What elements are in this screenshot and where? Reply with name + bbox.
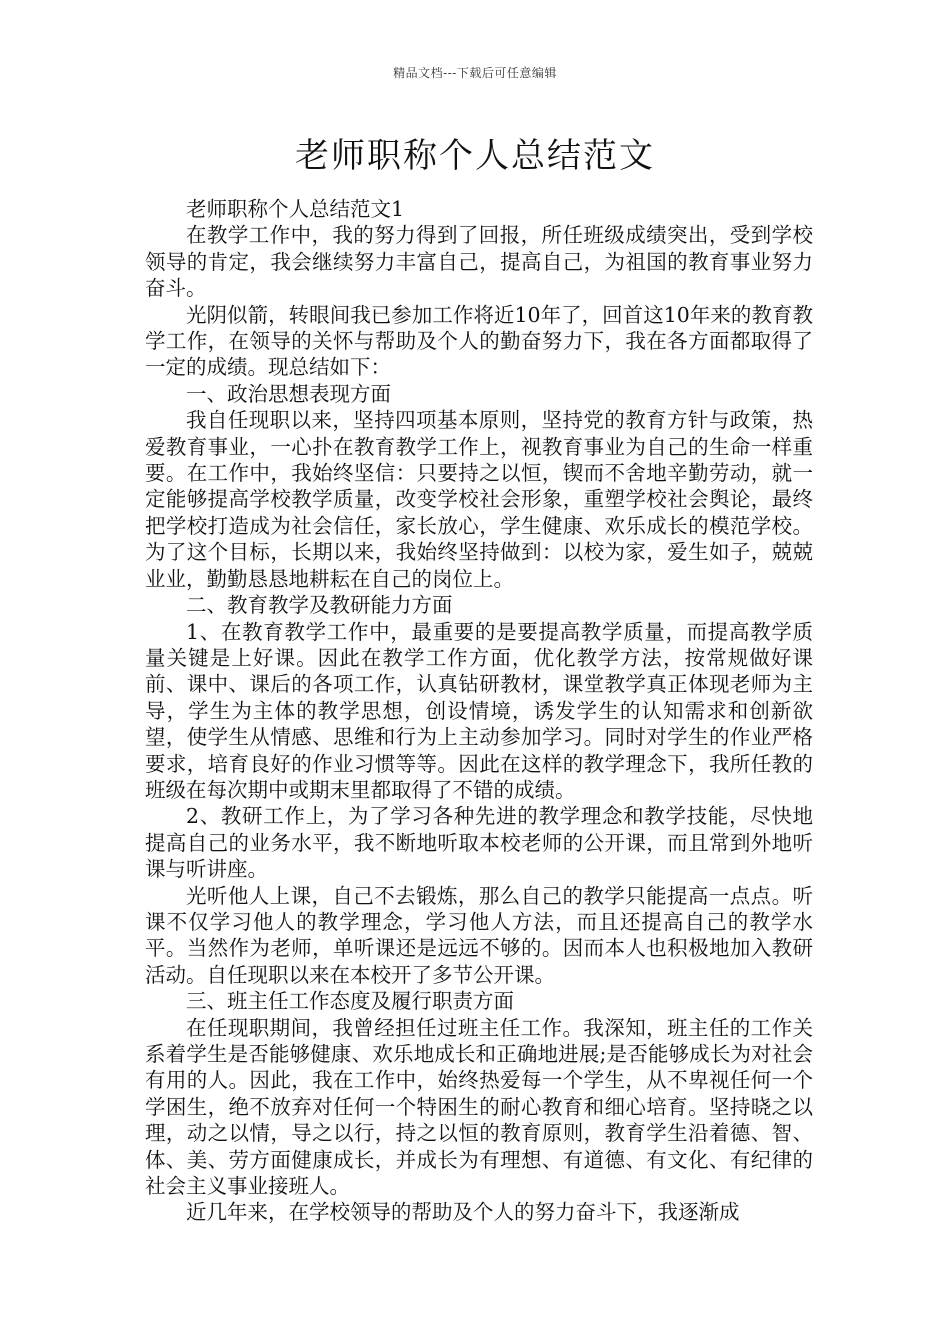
body-paragraph: 2、教研工作上，为了学习各种先进的教学理念和教学技能，尽快地提高自己的业务水平，我不断地听取本校老师的公开课，而且常到外地听课与听讲座。 xyxy=(145,804,813,882)
document-title: 老师职称个人总结范文 xyxy=(295,136,655,176)
body-paragraph: 在任现职期间，我曾经担任过班主任工作。我深知，班主任的工作关系着学生是否能够健康、欢乐地成长和正确地进展;是否能够成长为对社会有用的人。因此，我在工作中，始终热爱每一个学生，从不卑视任何一个学困生，绝不放弃对任何一个特困生的耐心教育和细心培育。坚持晓之以理，动之以情，导之以行，持之以恒的教育原则，教育学生沿着德、智、体、美、劳方面健康成长，并成长为有理想、有道德、有文化、有纪律的社会主义事业接班人。 xyxy=(145,1015,813,1199)
body-paragraph: 近几年来，在学校领导的帮助及个人的努力奋斗下，我逐渐成 xyxy=(186,1200,740,1225)
body-paragraph: 1、在教育教学工作中，最重要的是要提高教学质量，而提高教学质量关键是上好课。因此在教学工作方面，优化教学方法，按常规做好课前、课中、课后的各项工作，认真钻研教材，课堂教学真正体现老师为主导，学生为主体的教学思想，创设情境，诱发学生的认知需求和创新欲望，使学生从情感、思维和行为上主动参加学习。同时对学生的作业严格要求，培育良好的作业习惯等等。因此在这样的教学理念下，我所任教的班级在每次期中或期末里都取得了不错的成绩。 xyxy=(145,619,813,802)
body-paragraph: 光听他人上课，自己不去锻炼，那么自己的教学只能提高一点点。听课不仅学习他人的教学理念，学习他人方法，而且还提高自己的教学水平。当然作为老师，单听课还是远远不够的。因而本人也积极地加入教研活动。自任现职以来在本校开了多节公开课。 xyxy=(145,883,813,987)
body-paragraph: 我自任现职以来，坚持四项基本原则，坚持党的教育方针与政策，热爱教育事业，一心扑在教育教学工作上，视教育事业为自己的生命一样重要。在工作中，我始终坚信：只要持之以恒，锲而不舍地辛勤劳动，就一定能够提高学校教学质量，改变学校社会形象，重塑学校社会舆论，最终把学校打造成为社会信任，家长放心，学生健康、欢乐成长的模范学校。为了这个目标，长期以来，我始终坚持做到：以校为家，爱生如子，兢兢业业，勤勤恳恳地耕耘在自己的岗位上。 xyxy=(145,408,813,591)
body-paragraph: 在教学工作中，我的努力得到了回报，所任班级成绩突出，受到学校领导的肯定，我会继续努力丰富自己，提高自己，为祖国的教育事业努力奋斗。 xyxy=(145,223,813,301)
document-body xyxy=(145,196,813,1226)
body-paragraph: 光阴似箭，转眼间我已参加工作将近10年了，回首这10年来的教育教学工作，在领导的关怀与帮助及个人的勤奋努力下，我在各方面都取得了一定的成绩。现总结如下： xyxy=(145,302,813,380)
subtitle-paragraph: 老师职称个人总结范文1 xyxy=(186,197,405,221)
section-heading: 二、教育教学及教研能力方面 xyxy=(186,593,453,618)
page-header-note: 精品文档---下载后可任意编辑 xyxy=(393,66,557,80)
section-heading: 一、政治思想表现方面 xyxy=(186,381,391,406)
section-heading: 三、班主任工作态度及履行职责方面 xyxy=(186,989,514,1014)
